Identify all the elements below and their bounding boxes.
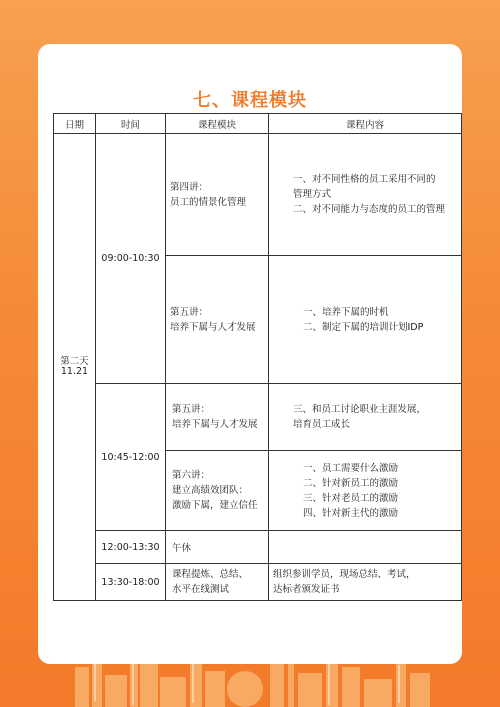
content-line: 二、对不同能力与态度的员工的管理 — [293, 204, 446, 215]
module-line: 培养下属与人才发展 — [170, 321, 256, 333]
module-line: 培养下属与人才发展 — [172, 419, 258, 430]
table-row — [54, 384, 462, 451]
content-cell — [269, 134, 462, 256]
date-day: 第二天 — [60, 356, 89, 367]
module-cell — [166, 256, 269, 384]
content-line: 达标者颁发证书 — [273, 584, 340, 595]
module-cell — [166, 451, 269, 531]
module-line: 员工的情景化管理 — [170, 196, 247, 208]
date-cell — [54, 134, 96, 601]
content-cell — [269, 531, 462, 564]
content-cell — [269, 564, 462, 601]
module-line: 课程提炼、总结、 — [172, 569, 249, 580]
header-time: 时间 — [96, 114, 166, 134]
module-line: 第六讲： — [172, 470, 211, 481]
time-cell: 12:00-13:30 — [96, 531, 166, 564]
content-card — [38, 44, 462, 664]
header-module: 课程模块 — [166, 114, 269, 134]
table-header-row — [54, 114, 462, 134]
table-row — [54, 134, 462, 256]
content-line: 三、针对老员工的激励 — [303, 492, 399, 504]
module-line: 水平在线测试 — [172, 584, 230, 595]
content-line: 培育员工成长 — [293, 419, 351, 430]
table-row — [54, 564, 462, 601]
module-cell — [166, 134, 269, 256]
module-line: 激励下属，建立信任 — [172, 500, 258, 511]
content-line: 一、对不同性格的员工采用不同的 — [293, 174, 436, 185]
time-cell: 13:30-18:00 — [96, 564, 166, 601]
content-cell — [269, 384, 462, 451]
content-line: 四、针对新主代的激励 — [303, 507, 399, 519]
header-content: 课程内容 — [269, 114, 462, 134]
course-schedule-table — [53, 113, 462, 601]
content-line: 三、和员工讨论职业主涯发展， — [293, 404, 427, 415]
table-row — [54, 531, 462, 564]
content-line: 组织参训学员，现场总结、考试， — [273, 569, 416, 580]
content-line: 一、培养下属的时机 — [303, 306, 389, 318]
date-value: 11.21 — [60, 366, 89, 377]
header-date: 日期 — [54, 114, 96, 134]
page-title: 七、课程模块 — [193, 90, 307, 111]
content-line: 二、针对新员工的激励 — [303, 477, 399, 489]
content-cell — [269, 256, 462, 384]
content-line: 管理方式 — [293, 189, 332, 200]
module-line: 第四讲： — [170, 181, 209, 193]
module-cell — [166, 564, 269, 601]
content-line: 一、员工需要什么激励 — [303, 462, 399, 474]
module-cell: 午休 — [166, 531, 269, 564]
module-cell — [166, 384, 269, 451]
content-line: 二、制定下属的培训计划IDP — [303, 321, 424, 333]
module-line: 第五讲： — [170, 306, 209, 318]
time-cell: 10:45-12:00 — [96, 384, 166, 531]
time-cell: 09:00-10:30 — [96, 134, 166, 384]
module-line: 建立高绩效团队： — [172, 485, 249, 496]
content-cell — [269, 451, 462, 531]
module-line: 第五讲： — [172, 404, 211, 415]
